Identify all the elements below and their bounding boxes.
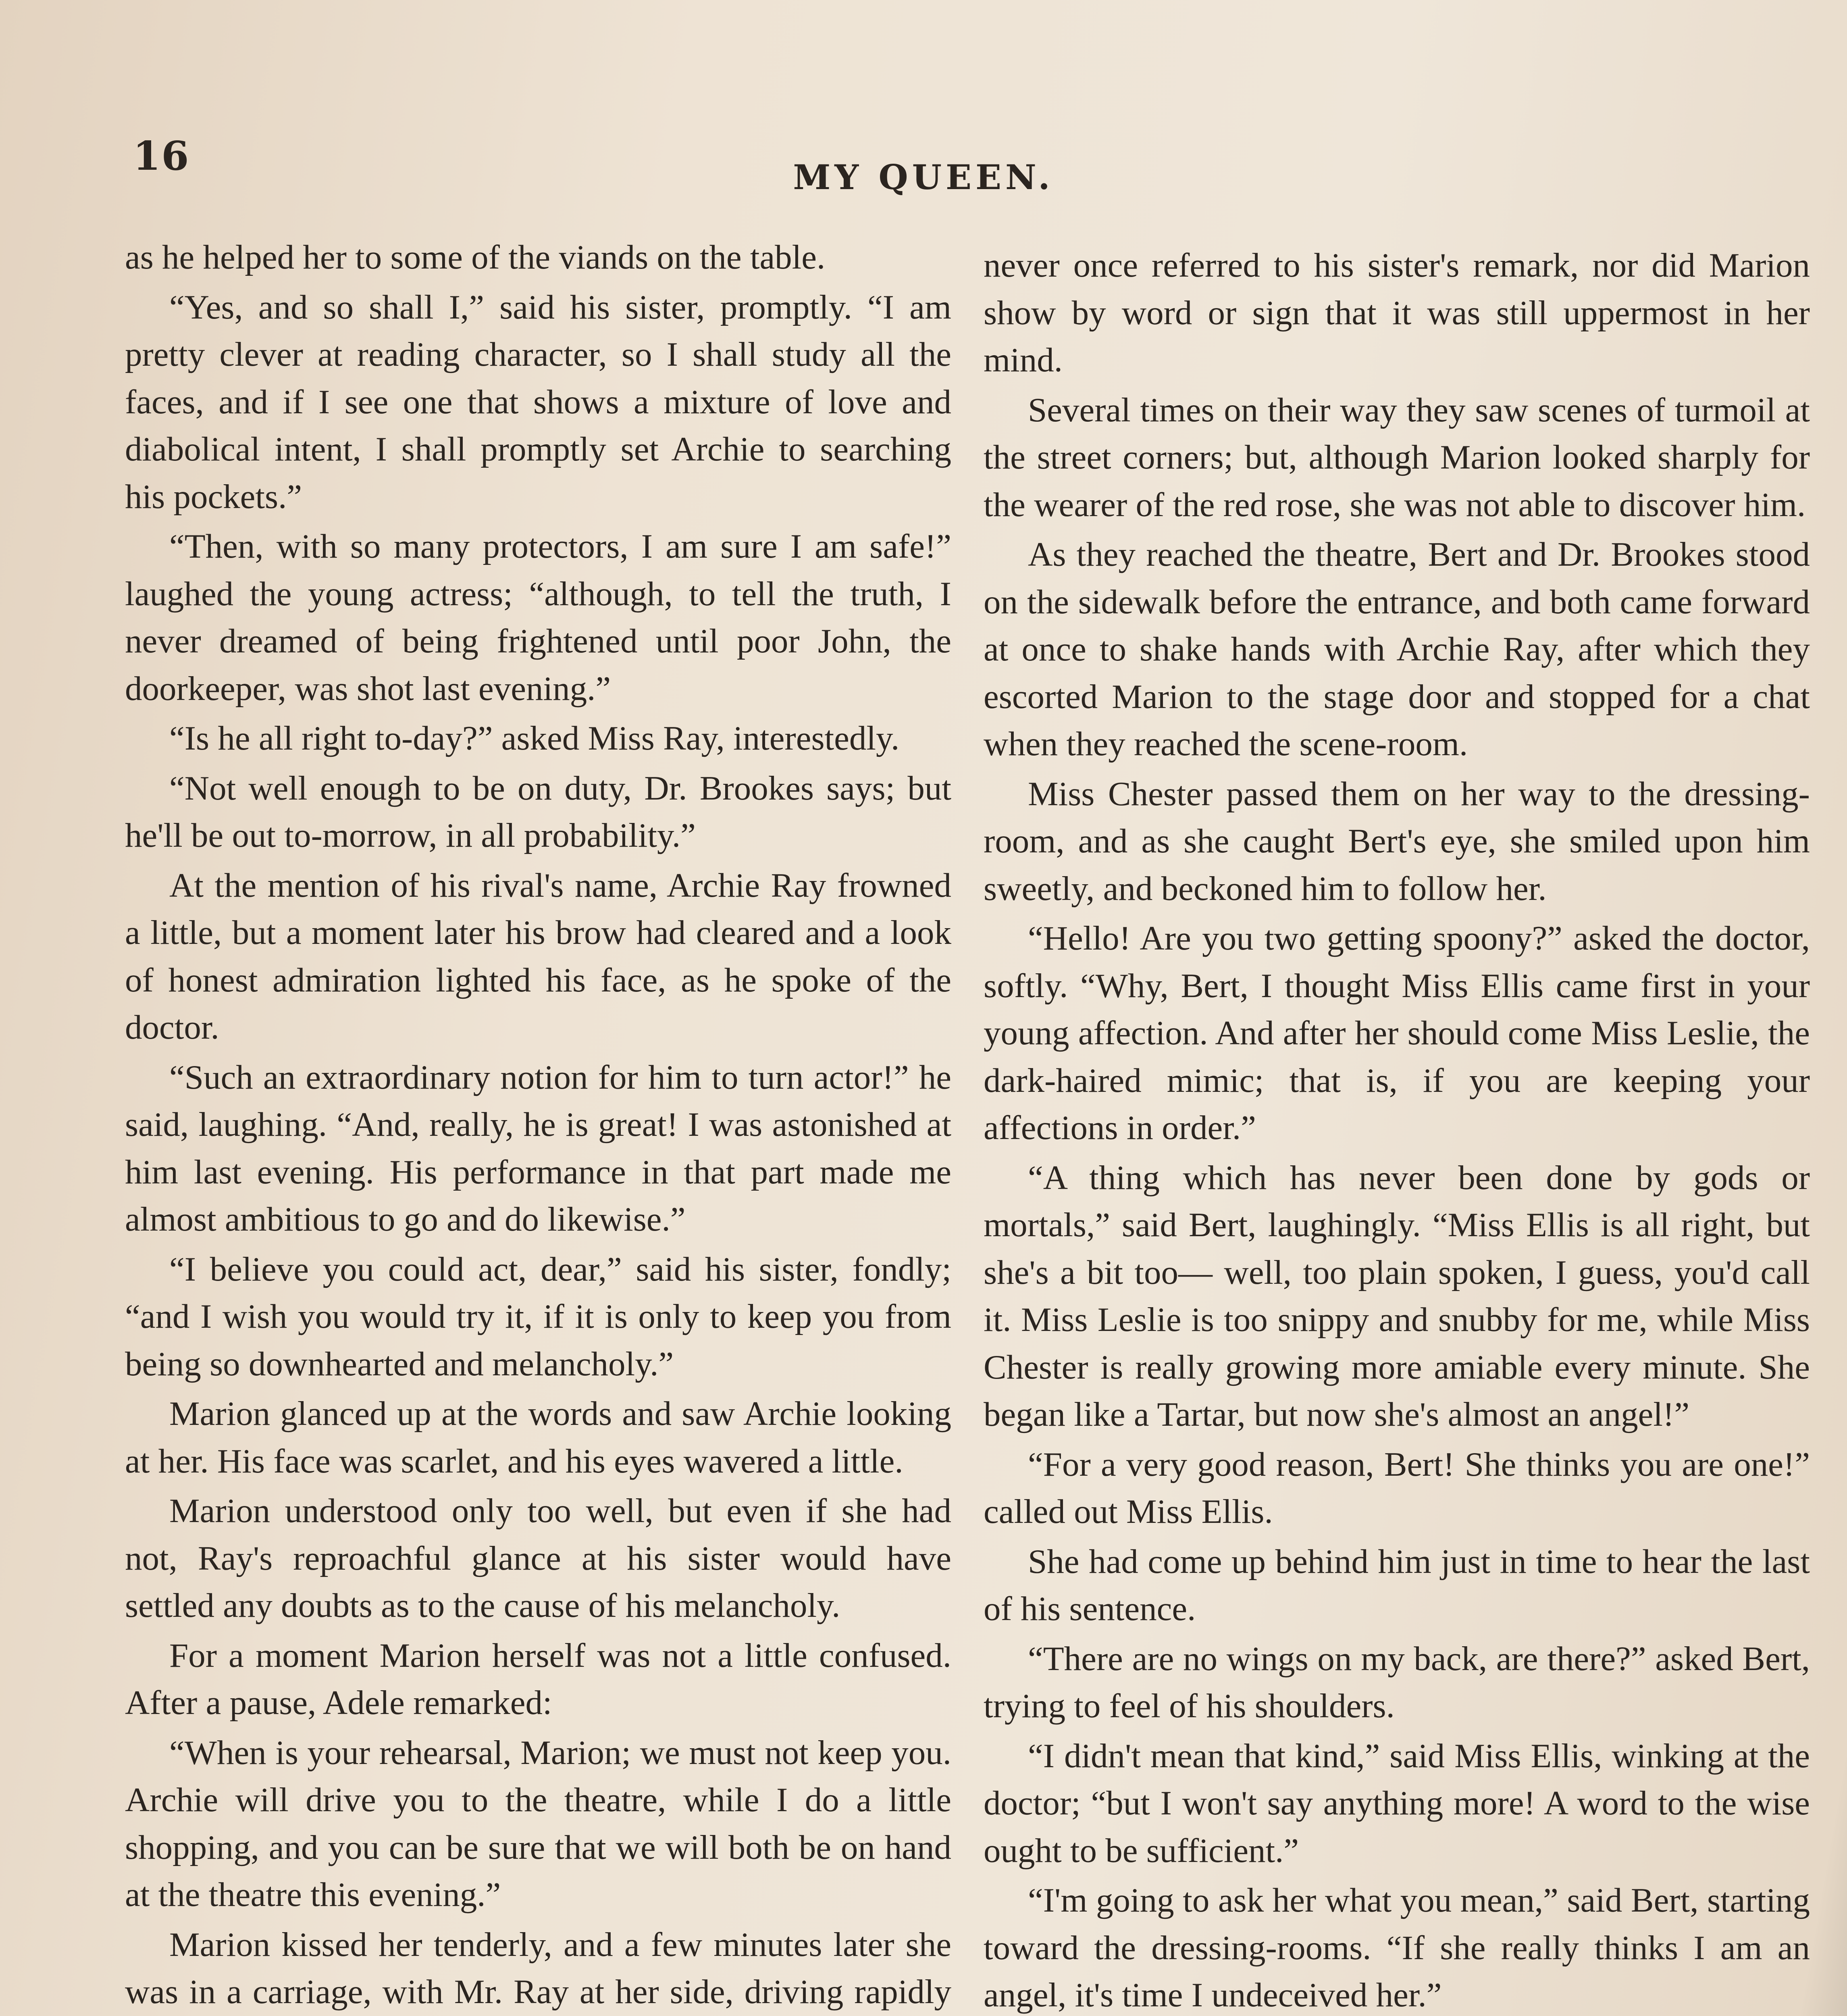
left-column	[125, 234, 951, 2016]
paragraph: “Is he all right to-day?” asked Miss Ray, interestedly.	[169, 719, 900, 757]
paragraph: Several times on their way they saw scenes of turmoil at the street corners; but, although Marion looked sharply for the wearer of the red rose, she was not able to discover him.	[984, 391, 1810, 524]
paragraph: “Then, with so many protectors, I am sure I am safe!” laughed the young actress; “although, to tell the truth, I never dreamed of being frightened until poor John, the doorkeeper, was shot last evening.”	[125, 527, 951, 708]
paragraph: For a moment Marion herself was not a little confused. After a pause, Adele remarked:	[125, 1636, 951, 1722]
paragraph: “A thing which has never been done by gods or mortals,” said Bert, laughingly. “Miss Ellis is all right, but she's a bit too— well, too plain spoken, I guess, you'd call it. Miss Leslie is too snippy and snubby for me, while Miss Chester is really growing more amiable every minute. She began like a Tartar, but now she's almost an angel!”	[984, 1158, 1810, 1433]
paragraph: “For a very good reason, Bert! She thinks you are one!” called out Miss Ellis.	[984, 1445, 1810, 1531]
paragraph: As they reached the theatre, Bert and Dr. Brookes stood on the sidewalk before the entrance, and both came forward at once to shake hands with Archie Ray, after which they escorted Marion to the stage door and stopped for a chat when they reached the scene-room.	[984, 535, 1810, 763]
paragraph: “Yes, and so shall I,” said his sister, promptly. “I am pretty clever at reading character, so I shall study all the faces, and if I see one that shows a mixture of love and diabolical intent, I shall promptly set Archie to searching his pockets.”	[125, 288, 951, 516]
paragraph: Marion glanced up at the words and saw Archie looking at her. His face was scarlet, and his eyes wavered a little.	[125, 1395, 951, 1480]
paragraph: She had come up behind him just in time to hear the last of his sentence.	[984, 1542, 1810, 1628]
paragraph: At the mention of his rival's name, Archie Ray frowned a little, but a moment later his brow had cleared and a look of honest admiration lighted his face, as he spoke of the doctor.	[125, 866, 951, 1046]
right-column	[984, 242, 1810, 2016]
paragraph: “There are no wings on my back, are there?” asked Bert, trying to feel of his shoulders.	[984, 1639, 1810, 1725]
paragraph: never once referred to his sister's remark, nor did Marion show by word or sign that it was still uppermost in her mind.	[984, 246, 1810, 379]
paragraph: Miss Chester passed them on her way to the dressing-room, and as she caught Bert's eye, she smiled upon him sweetly, and beckoned him to follow her.	[984, 775, 1810, 908]
paragraph: Marion kissed her tenderly, and a few minutes later she was in a carriage, with Mr. Ray at her side, driving rapidly	[125, 1925, 951, 2011]
paragraph: as he helped her to some of the viands on the table.	[125, 238, 826, 276]
paragraph: “When is your rehearsal, Marion; we must not keep you. Archie will drive you to the theatre, while I do a little shopping, and you can be sure that we will both be on hand at the theatre this evening.”	[125, 1733, 951, 1914]
paragraph: Marion understood only too well, but even if she had not, Ray's reproachful glance at his sister would have settled any doubts as to the cause of his melancholy.	[125, 1492, 951, 1624]
page-number: 16	[133, 133, 190, 179]
running-title: MY QUEEN.	[793, 157, 1054, 197]
paragraph: “I didn't mean that kind,” said Miss Ellis, winking at the doctor; “but I won't say anything more! A word to the wise ought to be sufficient.”	[984, 1737, 1810, 1870]
paragraph: “I believe you could act, dear,” said his sister, fondly; “and I wish you would try it, if it is only to keep you from being so downhearted and melancholy.”	[125, 1250, 951, 1383]
paragraph: “Not well enough to be on duty, Dr. Brookes says; but he'll be out to-morrow, in all probability.”	[125, 769, 951, 854]
paragraph: “Such an extraordinary notion for him to turn actor!” he said, laughing. “And, really, he is great! I was astonished at him last evening. His performance in that part made me almost ambitious to go and do likewise.”	[125, 1058, 951, 1238]
paragraph: “I'm going to ask her what you mean,” said Bert, starting toward the dressing-rooms. “If she really thinks I am an angel, it's time I undeceived her.”	[984, 1881, 1810, 2014]
paragraph: “Hello! Are you two getting spoony?” asked the doctor, softly. “Why, Bert, I thought Miss Ellis came first in your young affection. And after her should come Miss Leslie, the dark-haired mimic; that is, if you are keeping your affections in order.”	[984, 919, 1810, 1147]
